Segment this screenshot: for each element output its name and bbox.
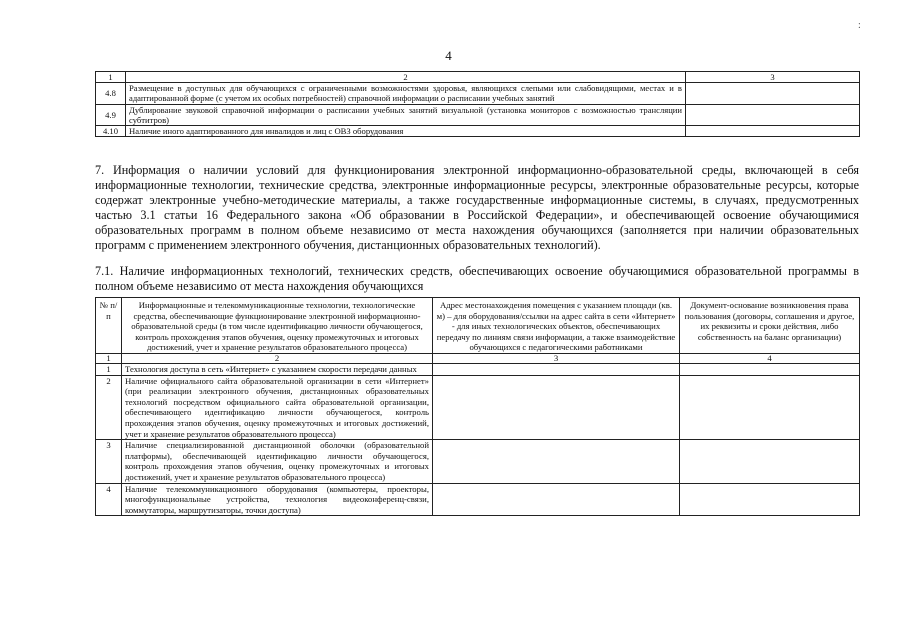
header-cell: Документ-основание возникновения права пользования (договоры, соглашения и другое, их реквизиты и сроки действия, либо собственность на баланс организации) bbox=[680, 298, 860, 354]
row-number: 4.10 bbox=[96, 126, 126, 137]
row-number: 1 bbox=[96, 363, 122, 375]
row-number: 4 bbox=[96, 483, 122, 516]
row-document bbox=[680, 440, 860, 483]
row-number: 4.8 bbox=[96, 83, 126, 104]
table-row bbox=[96, 363, 860, 375]
row-number: 2 bbox=[96, 375, 122, 440]
header-cell: 3 bbox=[686, 72, 860, 83]
header-cell: Адрес местонахождения помещения с указанием площади (кв. м) – для оборудования/ссылки на адрес сайта в сети «Интернет» - для иных технологических объектов, обеспечивающих передачу по линиям связи информации, а также взаимодействие обучающихся с педагогическими работниками bbox=[433, 298, 680, 354]
header-cell: Информационные и телекоммуникационные технологии, технологические средства, обеспечивающие функционирование электронной информационно-образовательной среды (в том числе идентификацию личности обучающегося, контроль прохождения этапов обучения, оценку промежуточных и итоговых достижений, учет и хранение результатов образовательного процесса) bbox=[122, 298, 433, 354]
row-address bbox=[433, 440, 680, 483]
column-number: 4 bbox=[680, 353, 860, 363]
table-row bbox=[96, 83, 860, 104]
row-number: 4.9 bbox=[96, 104, 126, 125]
table-row bbox=[96, 375, 860, 440]
row-number: 3 bbox=[96, 440, 122, 483]
row-document bbox=[680, 363, 860, 375]
row-address bbox=[433, 483, 680, 516]
row-text: Наличие телекоммуникационного оборудования (компьютеры, проекторы, многофункциональные устройства, технология видеоконференц-связи, коммутаторы, маршрутизаторы, точки доступа) bbox=[122, 483, 433, 516]
column-number: 2 bbox=[122, 353, 433, 363]
row-value bbox=[686, 104, 860, 125]
row-text: Наличие специализированной дистанционной оболочки (образовательной платформы), обеспечивающей идентификацию личности обучающегося, контроль прохождения этапов обучения, оценку промежуточных и итоговых достижений, учет и хранение результатов образовательного процесса) bbox=[122, 440, 433, 483]
row-text: Размещение в доступных для обучающихся с ограниченными возможностями здоровья, являющихся слепыми или слабовидящими, местах и в адаптированной форме (с учетом их особых потребностей) справочной информации о расписании учебных занятий bbox=[126, 83, 686, 104]
column-number: 3 bbox=[433, 353, 680, 363]
header-cell: 2 bbox=[126, 72, 686, 83]
section-7-paragraph: 7. Информация о наличии условий для функционирования электронной информационно-образовательной среды, включающей в себя информационные технологии, технические средства, электронные информационные ресурсы, электронные образовательные ресурсы, которые содержат электронные учебно-методические материалы, а также государственные информационные системы, в случаях, предусмотренных частью 3.1 статьи 16 Федерального закона «Об образовании в Российской Федерации», и обеспечивающей освоение обучающимися образовательных программ в полном объеме независимо от места нахождения обучающихся (заполняется при наличии образовательных программ с применением электронного обучения, дистанционных образовательных технологий). bbox=[95, 163, 859, 253]
table-row bbox=[96, 440, 860, 483]
row-value bbox=[686, 83, 860, 104]
header-cell: 1 bbox=[96, 72, 126, 83]
row-text: Дублирование звуковой справочной информации о расписании учебных занятий визуальной (установка мониторов с возможностью трансляции субтитров) bbox=[126, 104, 686, 125]
row-text: Технология доступа в сеть «Интернет» с указанием скорости передачи данных bbox=[122, 363, 433, 375]
accessibility-table bbox=[95, 71, 860, 137]
row-text: Наличие иного адаптированного для инвалидов и лиц с ОВЗ оборудования bbox=[126, 126, 686, 137]
row-text: Наличие официального сайта образовательной организации в сети «Интернет» (при реализации электронного обучения, дистанционных образовательных технологий посредством официального сайта образовательной организации, обеспечивающего идентификацию личности обучающегося, контроль прохождения этапов обучения, оценку промежуточных и итоговых достижений, учет и хранение результатов образовательного процесса) bbox=[122, 375, 433, 440]
corner-mark: : bbox=[858, 20, 861, 31]
column-number: 1 bbox=[96, 353, 122, 363]
column-number-row bbox=[96, 353, 860, 363]
row-document bbox=[680, 483, 860, 516]
row-document bbox=[680, 375, 860, 440]
row-address bbox=[433, 363, 680, 375]
table-row bbox=[96, 483, 860, 516]
it-resources-table bbox=[95, 297, 860, 516]
header-cell: № п/п bbox=[96, 298, 122, 354]
page-number: 4 bbox=[445, 48, 452, 63]
row-value bbox=[686, 126, 860, 137]
table-header-row bbox=[96, 72, 860, 83]
section-7-1-heading: 7.1. Наличие информационных технологий, технических средств, обеспечивающих освоение обучающимися образовательной программы в полном объеме независимо от места нахождения обучающихся bbox=[95, 264, 859, 293]
table-row bbox=[96, 104, 860, 125]
table-header-row bbox=[96, 298, 860, 354]
table-row bbox=[96, 126, 860, 137]
row-address bbox=[433, 375, 680, 440]
